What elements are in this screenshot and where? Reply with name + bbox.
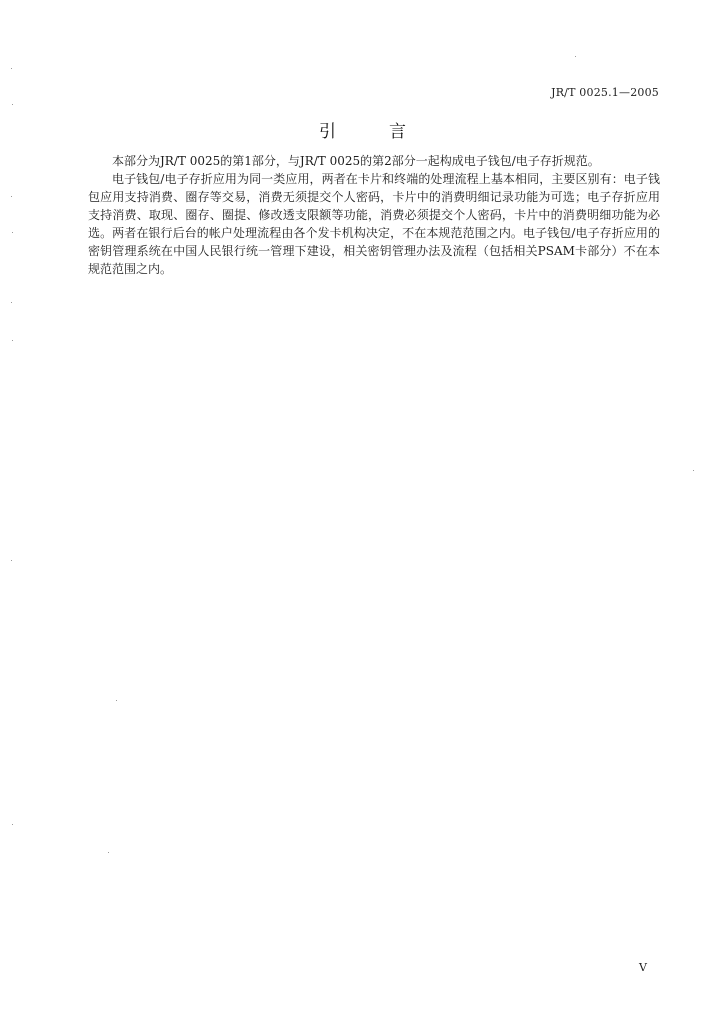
scan-speck	[11, 560, 12, 561]
scan-speck	[575, 56, 576, 57]
document-number: JR/T 0025.1—2005	[551, 86, 659, 99]
scan-speck	[693, 470, 694, 471]
scan-speck	[108, 852, 109, 853]
scan-speck	[12, 232, 13, 233]
scan-speck	[11, 68, 12, 69]
scan-speck	[11, 196, 12, 197]
paragraph-scope: 本部分为JR/T 0025的第1部分，与JR/T 0025的第2部分一起构成电子钱包/电子存折规范。	[112, 154, 600, 168]
body-text	[88, 152, 660, 278]
page-number: V	[639, 961, 647, 974]
scan-speck	[116, 700, 117, 701]
scan-speck	[12, 340, 13, 341]
scan-speck	[12, 824, 13, 825]
paragraph-application-description: 电子钱包/电子存折应用为同一类应用，两者在卡片和终端的处理流程上基本相同，主要区别有：电子钱包应用支持消费、圈存等交易，消费无须提交个人密码，卡片中的消费明细记录功能为可选；电子存折应用支持消费、取现、圈存、圈提、修改透支限额等功能，消费必须提交个人密码，卡片中的消费明细功能为必选。两者在银行后台的帐户处理流程由各个发卡机构决定，不在本规范范围之内。电子钱包/电子存折应用的密钥管理系统在中国人民银行统一管理下建设，相关密钥管理办法及流程（包括相关PSAM卡部分）不在本规范范围之内。	[88, 172, 660, 276]
scan-speck	[12, 104, 13, 105]
scan-speck	[11, 302, 12, 303]
section-title: 引 言	[319, 122, 424, 142]
